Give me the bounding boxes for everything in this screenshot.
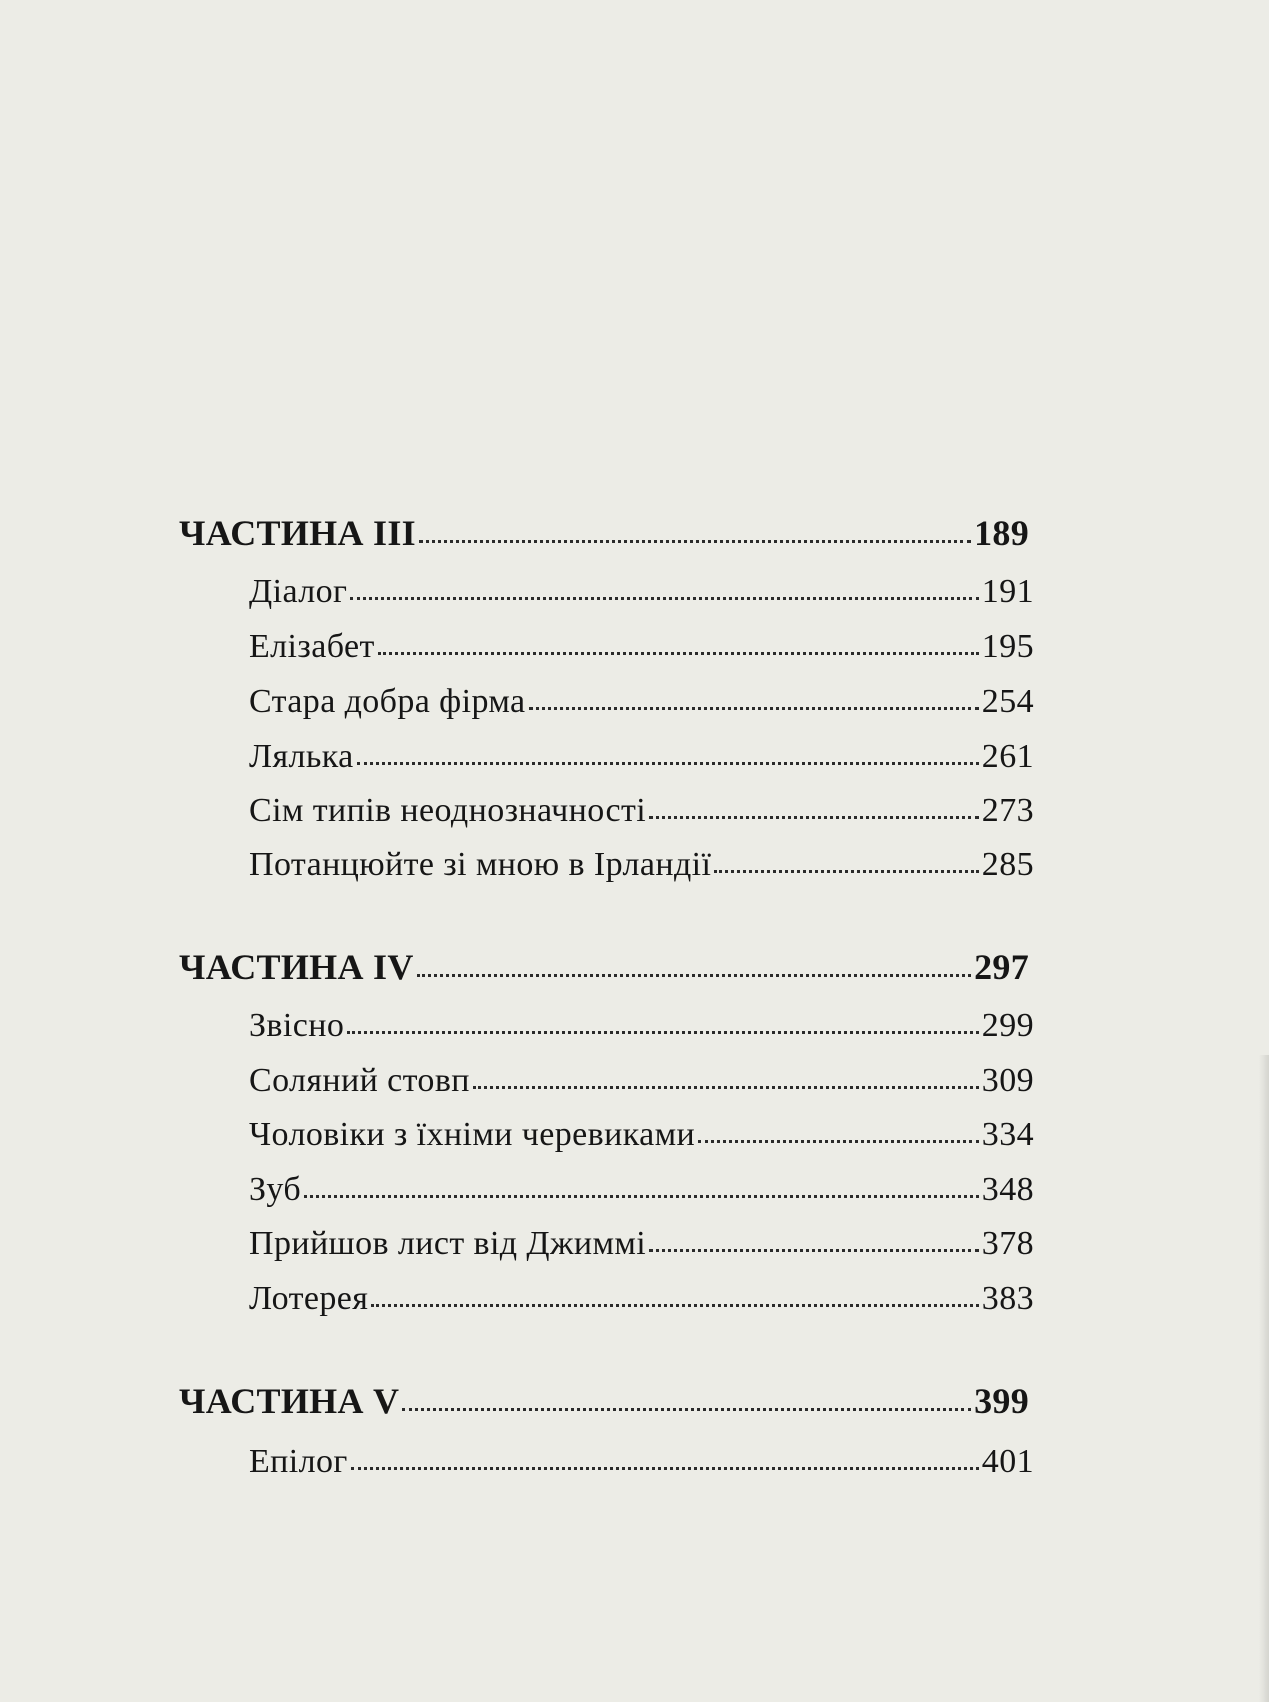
dot-leader — [419, 540, 971, 543]
part-page-number: 189 — [974, 513, 1029, 553]
dot-leader — [698, 1140, 979, 1143]
entry-page-number: 334 — [981, 1116, 1034, 1153]
entry-page-number: 273 — [981, 792, 1034, 829]
toc-entry — [249, 846, 1034, 884]
entry-page-number: 299 — [981, 1007, 1034, 1044]
toc-entry — [249, 738, 1034, 776]
dot-leader — [714, 870, 978, 873]
entry-title: Звісно — [249, 1007, 345, 1044]
entry-title: Діалог — [249, 573, 348, 610]
part-title: ЧАСТИНА IV — [179, 947, 414, 987]
toc-entry — [249, 1225, 1034, 1263]
entry-page-number: 191 — [981, 573, 1034, 610]
entry-title: Елізабет — [249, 628, 375, 665]
entry-title: Стара добра фірма — [249, 683, 526, 720]
toc-entry — [249, 1171, 1034, 1209]
entry-title: Прийшов лист від Джиммі — [249, 1225, 647, 1262]
entry-page-number: 261 — [981, 738, 1034, 775]
toc-entry — [249, 1443, 1034, 1481]
entry-title: Потанцюйте зі мною в Ірландії — [249, 846, 712, 883]
entry-title: Зуб — [249, 1171, 302, 1208]
entry-page-number: 378 — [981, 1225, 1034, 1262]
dot-leader — [378, 652, 979, 655]
toc-entry — [249, 1116, 1034, 1154]
toc-part-v — [179, 1380, 1029, 1422]
entry-title: Сім типів неоднозначності — [249, 792, 647, 829]
toc-entry — [249, 1007, 1034, 1045]
dot-leader — [350, 597, 978, 600]
dot-leader — [304, 1195, 979, 1198]
dot-leader — [649, 1249, 979, 1252]
toc-entry — [249, 792, 1034, 830]
entry-page-number: 348 — [981, 1171, 1034, 1208]
toc-entry — [249, 628, 1034, 666]
entry-title: Соляний стовп — [249, 1062, 470, 1099]
dot-leader — [649, 816, 979, 819]
dot-leader — [417, 974, 971, 977]
toc-part-iii — [179, 512, 1029, 554]
dot-leader — [351, 1467, 979, 1470]
entry-page-number: 254 — [981, 683, 1034, 720]
part-page-number: 297 — [974, 947, 1029, 987]
part-title: ЧАСТИНА III — [179, 513, 416, 553]
part-page-number: 399 — [974, 1381, 1029, 1421]
entry-page-number: 383 — [981, 1280, 1034, 1317]
entry-page-number: 285 — [981, 846, 1034, 883]
toc-entry — [249, 1280, 1034, 1318]
entry-title: Чоловіки з їхніми черевиками — [249, 1116, 696, 1153]
entry-page-number: 309 — [981, 1062, 1034, 1099]
toc-part-iv — [179, 946, 1029, 988]
dot-leader — [371, 1304, 979, 1307]
dot-leader — [347, 1031, 979, 1034]
dot-leader — [529, 707, 979, 710]
dot-leader — [402, 1408, 971, 1411]
entry-page-number: 401 — [981, 1443, 1034, 1480]
toc-entry — [249, 683, 1034, 721]
dot-leader — [473, 1086, 979, 1089]
dot-leader — [357, 762, 979, 765]
toc-entry — [249, 573, 1034, 611]
entry-title: Лялька — [249, 738, 354, 775]
part-title: ЧАСТИНА V — [179, 1381, 400, 1421]
entry-title: Епілог — [249, 1443, 348, 1480]
toc-entry — [249, 1062, 1034, 1100]
entry-title: Лотерея — [249, 1280, 369, 1317]
entry-page-number: 195 — [981, 628, 1034, 665]
